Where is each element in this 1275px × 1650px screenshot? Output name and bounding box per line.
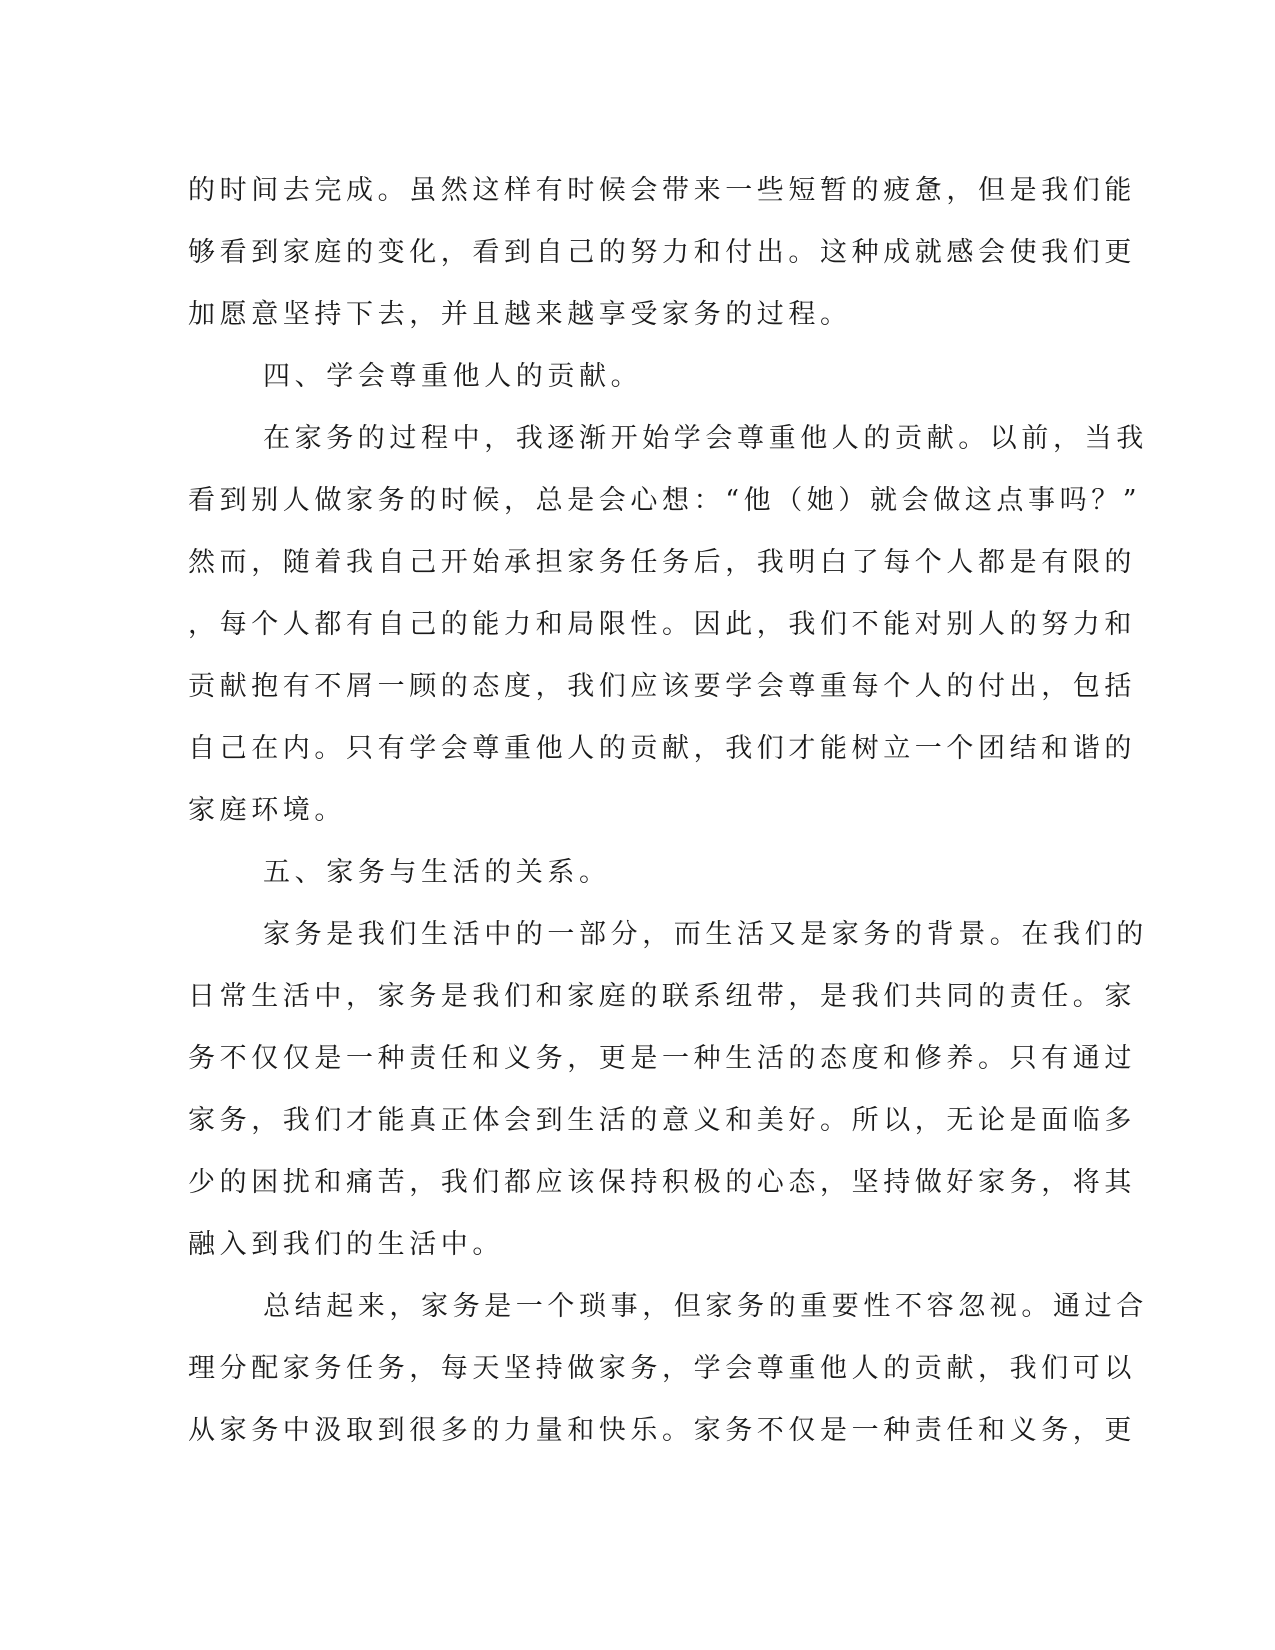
section-heading: 五、家务与生活的关系。 bbox=[263, 857, 611, 888]
text-line: 看到别人做家务的时候，总是会心想：“他（她）就会做这点事吗？” bbox=[188, 485, 1142, 516]
text-line: 家庭环境。 bbox=[188, 795, 346, 826]
text-line: ，每个人都有自己的能力和局限性。因此，我们不能对别人的努力和 bbox=[188, 609, 1136, 640]
text-line: 务不仅仅是一种责任和义务，更是一种生活的态度和修养。只有通过 bbox=[188, 1043, 1136, 1074]
text-line: 加愿意坚持下去，并且越来越享受家务的过程。 bbox=[188, 299, 852, 330]
text-line: 的时间去完成。虽然这样有时候会带来一些短暂的疲惫，但是我们能 bbox=[188, 175, 1136, 206]
text-line: 理分配家务任务，每天坚持做家务，学会尊重他人的贡献，我们可以 bbox=[188, 1353, 1136, 1384]
text-line: 从家务中汲取到很多的力量和快乐。家务不仅是一种责任和义务，更 bbox=[188, 1415, 1136, 1446]
section-heading: 四、学会尊重他人的贡献。 bbox=[263, 361, 643, 392]
text-line: 够看到家庭的变化，看到自己的努力和付出。这种成就感会使我们更 bbox=[188, 237, 1136, 268]
document-body bbox=[188, 160, 1148, 1462]
text-line: 家务是我们生活中的一部分，而生活又是家务的背景。在我们的 bbox=[263, 919, 1148, 950]
text-line: 家务，我们才能真正体会到生活的意义和美好。所以，无论是面临多 bbox=[188, 1105, 1136, 1136]
text-line: 然而，随着我自己开始承担家务任务后，我明白了每个人都是有限的 bbox=[188, 547, 1136, 578]
text-line: 少的困扰和痛苦，我们都应该保持积极的心态，坚持做好家务，将其 bbox=[188, 1167, 1136, 1198]
text-line: 日常生活中，家务是我们和家庭的联系纽带，是我们共同的责任。家 bbox=[188, 981, 1136, 1012]
text-line: 融入到我们的生活中。 bbox=[188, 1229, 504, 1260]
text-line: 在家务的过程中，我逐渐开始学会尊重他人的贡献。以前，当我 bbox=[263, 423, 1148, 454]
text-line: 自己在内。只有学会尊重他人的贡献，我们才能树立一个团结和谐的 bbox=[188, 733, 1136, 764]
text-line: 总结起来，家务是一个琐事，但家务的重要性不容忽视。通过合 bbox=[263, 1291, 1148, 1322]
text-line: 贡献抱有不屑一顾的态度，我们应该要学会尊重每个人的付出，包括 bbox=[188, 671, 1136, 702]
